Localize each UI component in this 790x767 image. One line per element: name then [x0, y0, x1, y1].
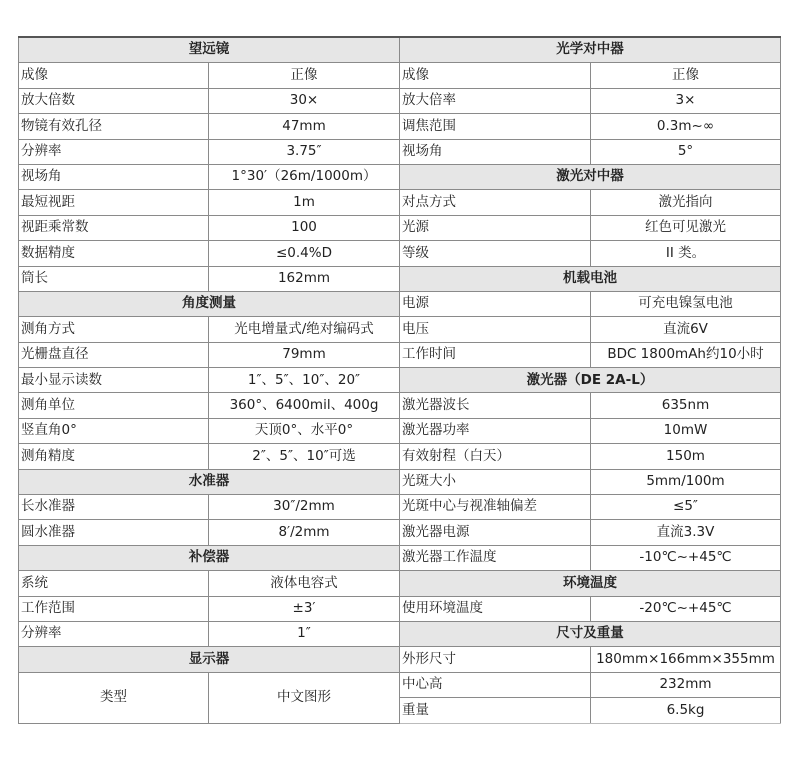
spec-value: 3×: [591, 88, 781, 113]
spec-value: 6.5kg: [591, 698, 781, 723]
spec-value: 直流3.3V: [591, 520, 781, 545]
section-header-level: 水准器: [19, 469, 400, 494]
table-row: [19, 342, 781, 367]
spec-label: 视场角: [400, 139, 591, 164]
spec-value: 正像: [591, 63, 781, 88]
spec-label: 类型: [19, 672, 209, 723]
table-row: [19, 418, 781, 443]
spec-value: 1″: [209, 621, 400, 646]
spec-label: 放大倍率: [400, 88, 591, 113]
spec-value: 正像: [209, 63, 400, 88]
spec-label: 激光器波长: [400, 393, 591, 418]
spec-value: 可充电镍氢电池: [591, 291, 781, 316]
spec-value: 0.3m~∞: [591, 114, 781, 139]
spec-label: 最短视距: [19, 190, 209, 215]
table-row: [19, 241, 781, 266]
spec-label: 竖直角0°: [19, 418, 209, 443]
table-row: [19, 469, 781, 494]
spec-label: 视距乘常数: [19, 215, 209, 240]
spec-value: 光电增量式/绝对编码式: [209, 317, 400, 342]
spec-value: 5mm/100m: [591, 469, 781, 494]
table-row: [19, 621, 781, 646]
spec-label: 分辨率: [19, 139, 209, 164]
section-header-angle: 角度测量: [19, 291, 400, 316]
spec-label: 外形尺寸: [400, 647, 591, 672]
spec-label: 放大倍数: [19, 88, 209, 113]
section-header-optical-plummet: 光学对中器: [400, 37, 781, 63]
table-row: [19, 672, 781, 697]
table-row: [19, 164, 781, 189]
spec-value: 10mW: [591, 418, 781, 443]
spec-label: 系统: [19, 571, 209, 596]
table-row: [19, 139, 781, 164]
spec-label: 长水准器: [19, 495, 209, 520]
spec-label: 最小显示读数: [19, 368, 209, 393]
spec-value: 液体电容式: [209, 571, 400, 596]
table-row: [19, 88, 781, 113]
table-row: [19, 647, 781, 672]
table-row: [19, 495, 781, 520]
spec-label: 激光器功率: [400, 418, 591, 443]
spec-value: 直流6V: [591, 317, 781, 342]
spec-value: 100: [209, 215, 400, 240]
spec-value: ±3′: [209, 596, 400, 621]
spec-label: 重量: [400, 698, 591, 723]
spec-label: 成像: [400, 63, 591, 88]
spec-label: 调焦范围: [400, 114, 591, 139]
spec-label: 激光器工作温度: [400, 545, 591, 570]
spec-label: 筒长: [19, 266, 209, 291]
spec-value: 47mm: [209, 114, 400, 139]
spec-label: 视场角: [19, 164, 209, 189]
spec-label: 中心高: [400, 672, 591, 697]
spec-label: 测角精度: [19, 444, 209, 469]
table-row: [19, 63, 781, 88]
section-header-telescope: 望远镜: [19, 37, 400, 63]
spec-value: ≤0.4%D: [209, 241, 400, 266]
spec-value: II 类。: [591, 241, 781, 266]
spec-value: -10℃~+45℃: [591, 545, 781, 570]
spec-value: 红色可见激光: [591, 215, 781, 240]
spec-value: 激光指向: [591, 190, 781, 215]
spec-label: 成像: [19, 63, 209, 88]
table-row: [19, 444, 781, 469]
section-header-environment: 环境温度: [400, 571, 781, 596]
table-row: [19, 545, 781, 570]
table-row: [19, 37, 781, 63]
spec-label: 测角方式: [19, 317, 209, 342]
spec-value: 79mm: [209, 342, 400, 367]
spec-label: 光栅盘直径: [19, 342, 209, 367]
spec-label: 分辨率: [19, 621, 209, 646]
section-header-size-weight: 尺寸及重量: [400, 621, 781, 646]
spec-value: 3.75″: [209, 139, 400, 164]
table-row: [19, 571, 781, 596]
spec-value: 2″、5″、10″可选: [209, 444, 400, 469]
table-row: [19, 266, 781, 291]
table-row: [19, 114, 781, 139]
spec-value: BDC 1800mAh约10小时: [591, 342, 781, 367]
spec-value: 180mm×166mm×355mm: [591, 647, 781, 672]
spec-value: 30″/2mm: [209, 495, 400, 520]
spec-label: 等级: [400, 241, 591, 266]
spec-value: 635nm: [591, 393, 781, 418]
section-header-display: 显示器: [19, 647, 400, 672]
spec-value: 天顶0°、水平0°: [209, 418, 400, 443]
spec-label: 工作范围: [19, 596, 209, 621]
spec-value: 30×: [209, 88, 400, 113]
spec-label: 电压: [400, 317, 591, 342]
spec-label: 物镜有效孔径: [19, 114, 209, 139]
table-row: [19, 393, 781, 418]
spec-value: 1°30′（26m/1000m）: [209, 164, 400, 189]
table-row: [19, 190, 781, 215]
spec-label: 光源: [400, 215, 591, 240]
table-row: [19, 520, 781, 545]
section-header-battery: 机载电池: [400, 266, 781, 291]
spec-value: 1m: [209, 190, 400, 215]
spec-label: 工作时间: [400, 342, 591, 367]
spec-label: 光斑大小: [400, 469, 591, 494]
spec-value: 232mm: [591, 672, 781, 697]
spec-label: 测角单位: [19, 393, 209, 418]
spec-value: 5°: [591, 139, 781, 164]
section-header-laser-plummet: 激光对中器: [400, 164, 781, 189]
table-row: [19, 368, 781, 393]
spec-label: 对点方式: [400, 190, 591, 215]
spec-label: 有效射程（白天）: [400, 444, 591, 469]
table-row: [19, 215, 781, 240]
table-row: [19, 291, 781, 316]
section-header-compensator: 补偿器: [19, 545, 400, 570]
table-row: [19, 317, 781, 342]
spec-value: 中文图形: [209, 672, 400, 723]
section-header-laser: 激光器（DE 2A-L）: [400, 368, 781, 393]
spec-value: -20℃~+45℃: [591, 596, 781, 621]
spec-value: 162mm: [209, 266, 400, 291]
spec-value: ≤5″: [591, 495, 781, 520]
spec-label: 激光器电源: [400, 520, 591, 545]
spec-value: 360°、6400mil、400g: [209, 393, 400, 418]
spec-label: 圆水准器: [19, 520, 209, 545]
table-row: [19, 596, 781, 621]
spec-label: 电源: [400, 291, 591, 316]
spec-value: 1″、5″、10″、20″: [209, 368, 400, 393]
spec-value: 150m: [591, 444, 781, 469]
spec-label: 光斑中心与视准轴偏差: [400, 495, 591, 520]
spec-value: 8′/2mm: [209, 520, 400, 545]
spec-label: 数据精度: [19, 241, 209, 266]
spec-table: [18, 36, 781, 724]
spec-label: 使用环境温度: [400, 596, 591, 621]
